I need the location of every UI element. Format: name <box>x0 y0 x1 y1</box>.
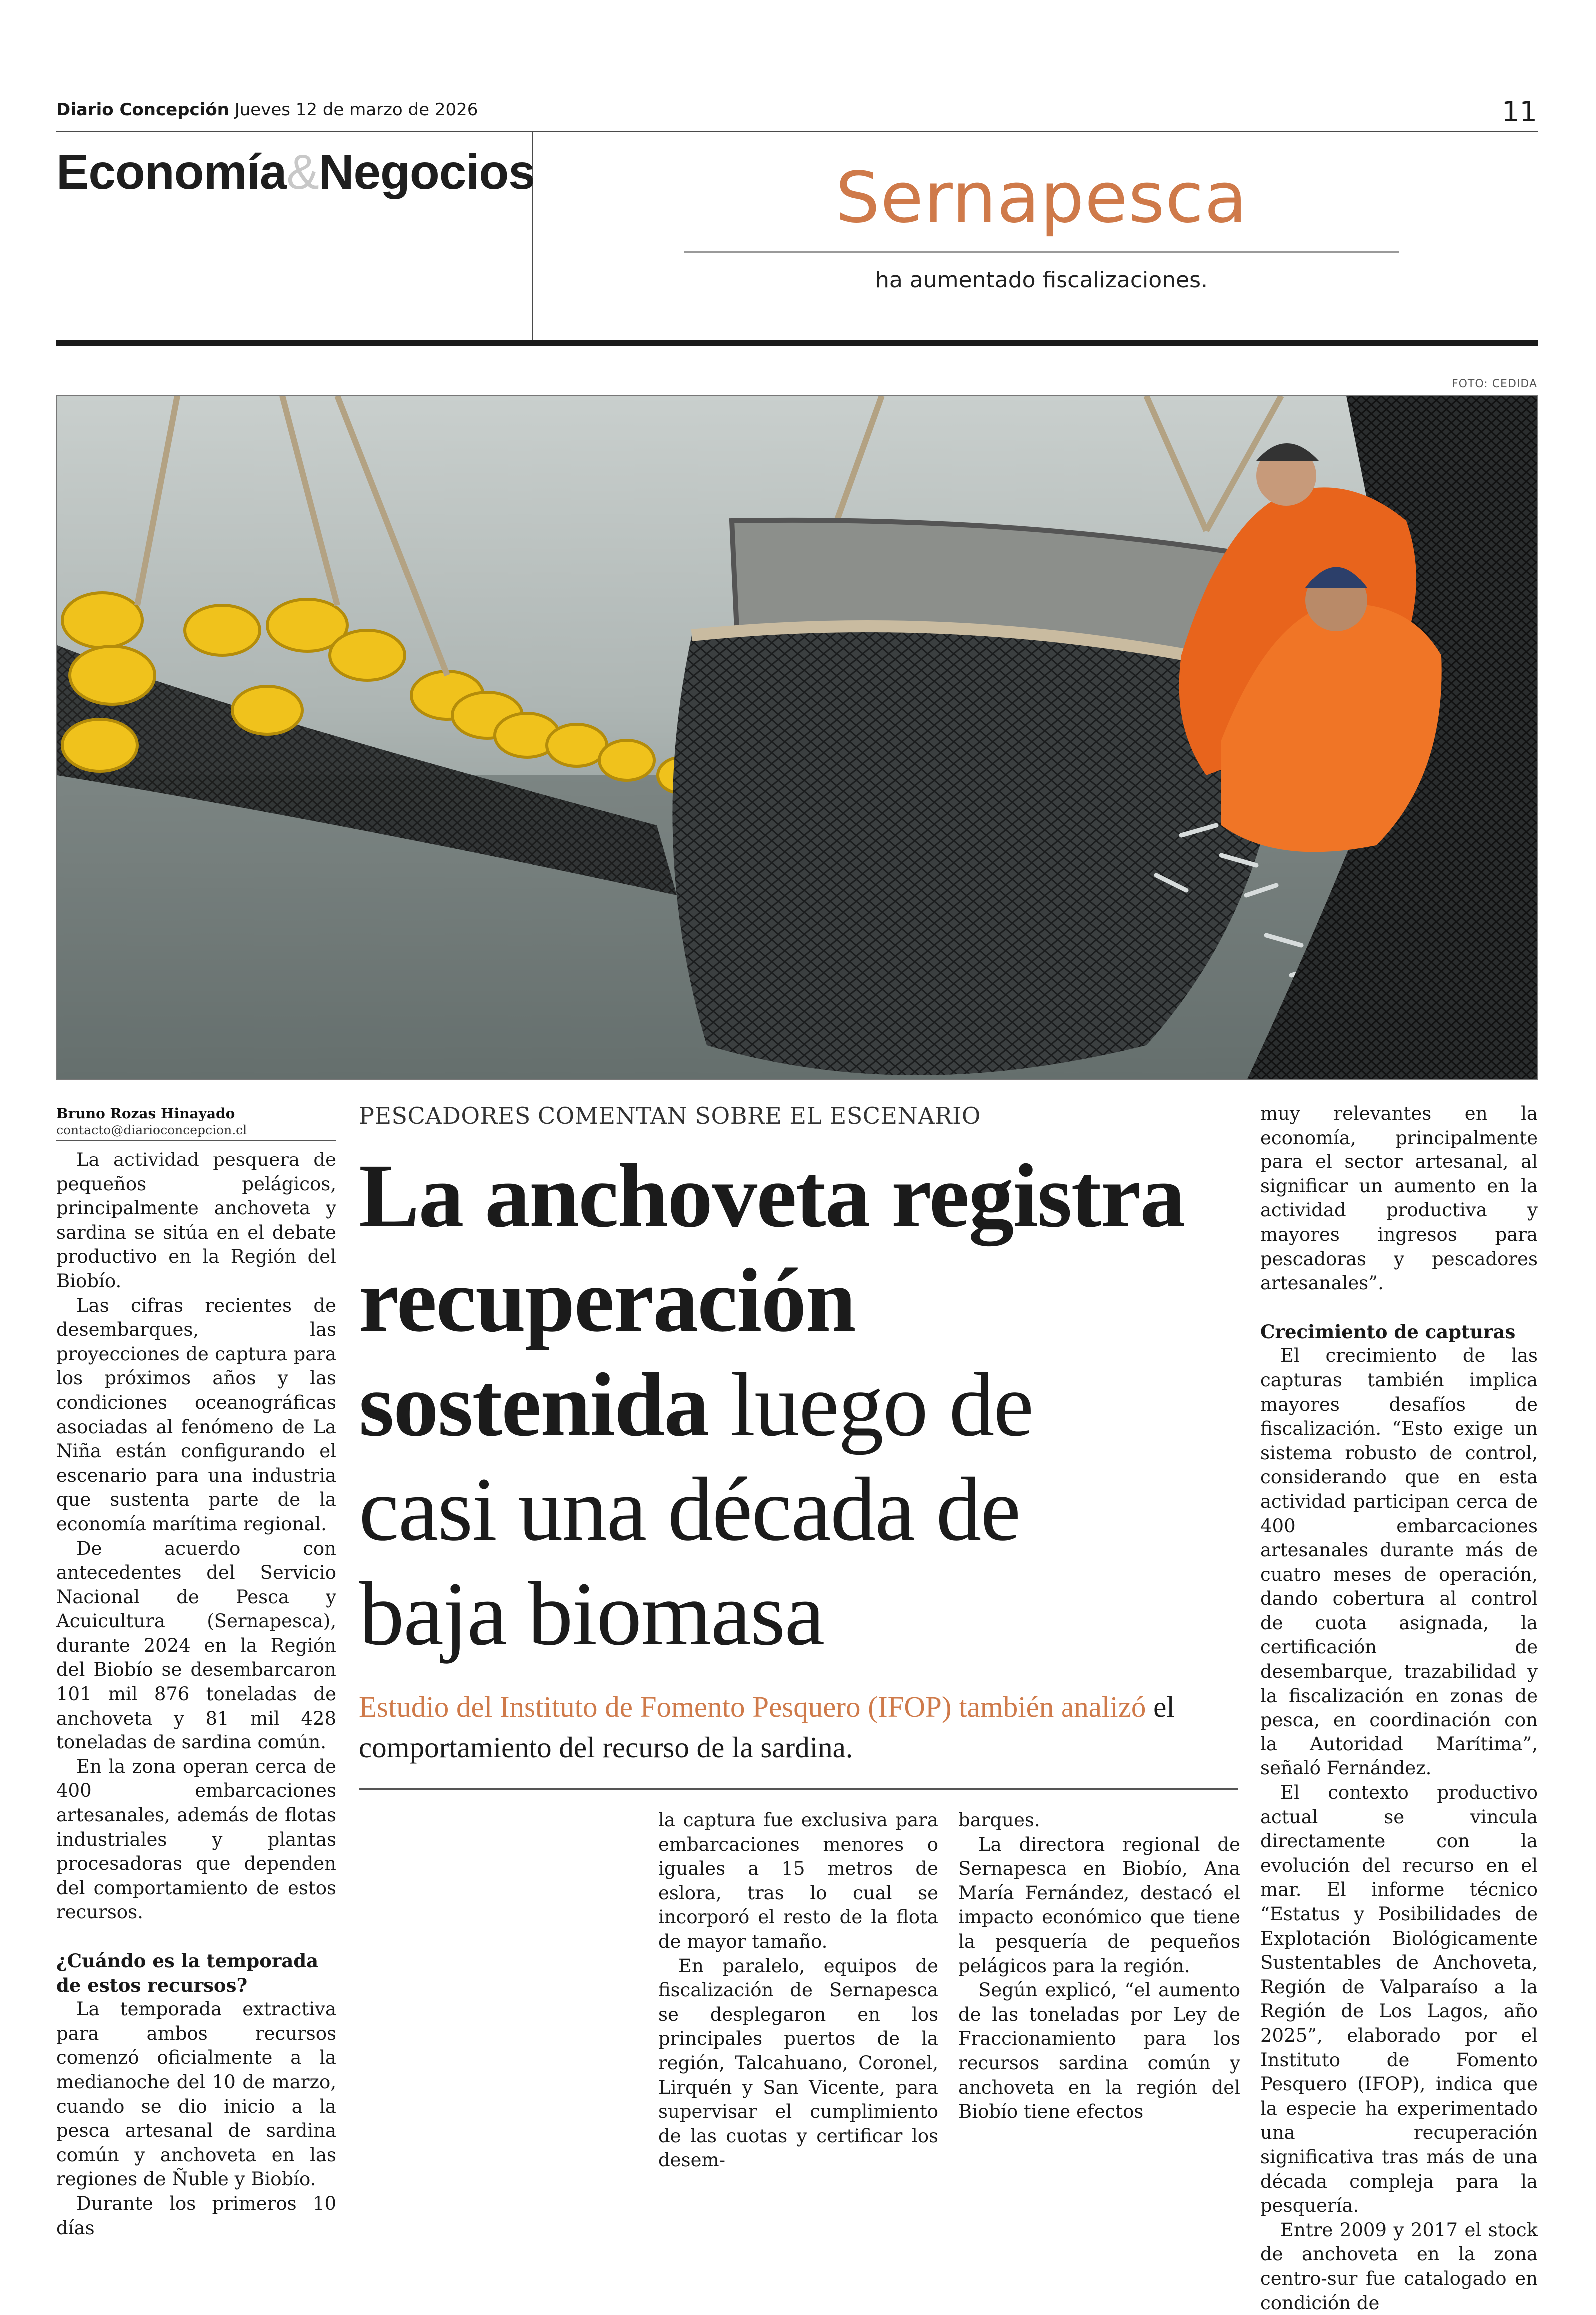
paragraph: Según explicó, “el aumento de las toneladas por Ley de Fraccionamiento para los recursos sardina común y anchoveta en la región del Biobío tiene efectos <box>958 1979 1240 2123</box>
paragraph: En paralelo, equipos de fiscalización de Sernapesca se desplegaron en los principales puertos de la región, Talcahuano, Coronel, Lirquén y San Vicente, para supervisar el cumplimiento de las cuotas y certificar los desem- <box>658 1955 938 2171</box>
fishing-net-illustration <box>57 396 1538 1080</box>
issue-date: Jueves 12 de marzo de 2026 <box>234 100 478 120</box>
masthead <box>56 100 478 120</box>
overline: PESCADORES COMENTAN SOBRE EL ESCENARIO <box>359 1102 981 1129</box>
paragraph: Entre 2009 y 2017 el stock de anchoveta en la zona centro-sur fue catalogado en condición de <box>1260 2219 1538 2314</box>
headline-light-3: luego de <box>708 1355 1033 1455</box>
deck-accent: Estudio del Instituto de Fomento Pesquero (IFOP) también analizó <box>359 1690 1146 1723</box>
section-title <box>56 144 535 200</box>
paragraph: barques. <box>958 1809 1040 1831</box>
paragraph: la captura fue exclusiva para embarcaciones menores o iguales a 15 metros de eslora, tras lo cual se incorporó el resto de la flota de mayor tamaño. <box>658 1809 938 1952</box>
page-number: 11 <box>1501 96 1537 128</box>
article-column-1 <box>56 1148 336 2240</box>
paragraph: La actividad pesquera de pequeños pelágicos, principalmente anchoveta y sardina se sitúa en el debate productivo en la Región del Biobío. <box>56 1149 336 1292</box>
byline-author: Bruno Rozas Hinayado <box>56 1105 235 1122</box>
section-part-1: Economía <box>56 144 287 199</box>
section-ampersand: & <box>286 144 319 199</box>
deck-rule <box>359 1788 1238 1790</box>
deck <box>359 1686 1238 1768</box>
paragraph: Durante los primeros 10 días <box>56 2192 336 2239</box>
headline-light-5: baja biomasa <box>359 1564 824 1664</box>
paragraph: En la zona operan cerca de 400 embarcaciones artesanales, además de flotas industriales y plantas procesadoras que dependen del comportamiento de estos recursos. <box>56 1755 336 1923</box>
header-bottom-rule <box>56 340 1538 346</box>
article-column-3 <box>958 1808 1240 2124</box>
header-rule <box>56 131 1538 132</box>
byline-email: contacto@diarioconcepcion.cl <box>56 1123 336 1141</box>
subheading: ¿Cuándo es la temporada de estos recursos? <box>56 1950 319 1996</box>
photo-credit: FOTO: CEDIDA <box>1451 378 1537 390</box>
section-part-2: Negocios <box>318 144 535 199</box>
kicker-title: Sernapesca <box>835 157 1248 239</box>
kicker-subtitle: ha aumentado fiscalizaciones. <box>875 267 1208 293</box>
headline-light-4: casi una década de <box>359 1459 1020 1560</box>
headline-bold-1: La anchoveta registra <box>359 1146 1185 1246</box>
headline-bold-3: sostenida <box>359 1355 709 1455</box>
paragraph: Las cifras recientes de desembarques, las proyecciones de captura para los próximos años y las condiciones oceanográficas asociadas al fenómeno de La Niña están configurando el escenario para una industria que sustenta parte de la economía marítima regional. <box>56 1294 336 1535</box>
deck-rest: el comportamiento del recurso de la sardina. <box>359 1690 1175 1764</box>
paragraph: La directora regional de Sernapesca en Biobío, Ana María Fernández, destacó el impacto económico que tiene la pesquería de pequeños pelágicos para la región. <box>958 1833 1240 1977</box>
headline <box>359 1144 1243 1666</box>
kicker-rule <box>684 251 1399 253</box>
article-column-4 <box>1260 1102 1538 2315</box>
paper-name: Diario Concepción <box>56 100 229 120</box>
subheading: Crecimiento de capturas <box>1260 1320 1516 1343</box>
paragraph: El crecimiento de las capturas también implica mayores desafíos de fiscalización. “Esto exige un sistema robusto de control, considerando que en esta actividad participan cerca de 400 embarcaciones artesanales durante más de cuatro meses de operación, dando cobertura al control de cuota asignada, la certificación de desembarque, trazabilidad y la fiscalización en zonas de pesca, en coordinación con la Autoridad Marítima”, señaló Fernández. <box>1260 1345 1538 1779</box>
article-column-2 <box>658 1808 938 2173</box>
paragraph: El contexto productivo actual se vincula directamente con la evolución del recurso en el mar. El informe técnico “Estatus y Posibilidades de Explotación Biológicamente Sustentables de Anchoveta, Región de Valparaíso a la Región de Los Lagos, año 2025”, elaborado por el Instituto de Fomento Pesquero (IFOP), indica que la especie ha experimentado una recuperación significativa tras más de una década compleja para la pesquería. <box>1260 1782 1538 2217</box>
headline-bold-2: recuperación <box>359 1250 855 1351</box>
paragraph: De acuerdo con antecedentes del Servicio Nacional de Pesca y Acuicultura (Sernapesca), durante 2024 en la Región del Biobío se desembarcaron 101 mil 876 toneladas de anchoveta y 81 mil 428 toneladas de sardina común. <box>56 1537 336 1753</box>
paragraph: muy relevantes en la economía, principalmente para el sector artesanal, al significar un aumento en la actividad productiva y mayores ingresos para pescadoras y pescadores artesanales”. <box>1260 1103 1538 1294</box>
paragraph: La temporada extractiva para ambos recursos comenzó oficialmente a la medianoche del 10 de marzo, cuando se dio inicio a la pesca artesanal de sardina común y anchoveta en las regiones de Ñuble y Biobío. <box>56 1998 336 2190</box>
lead-photo <box>56 395 1538 1080</box>
